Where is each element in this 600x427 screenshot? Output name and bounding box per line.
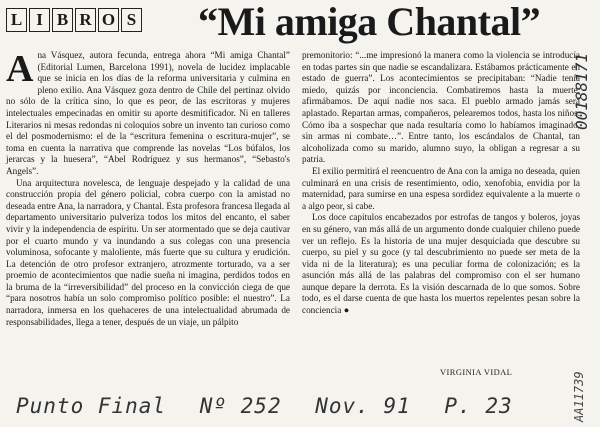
source-name: Punto Final <box>16 394 167 418</box>
section-letter: B <box>52 8 73 32</box>
handwritten-source-note <box>16 394 533 418</box>
article-headline: “Mi amiga Chantal” <box>198 0 541 44</box>
drop-cap: A <box>6 48 34 90</box>
left-column <box>6 50 290 328</box>
paragraph: Una arquitectura novelesca, de lenguaje despejado y la calidad de una construcción propia del género policial, cobra cuerpo con la amistad no deseada entre Ana, la narradora, y Chantal. Esta profesora francesa llegada al departamento universitario pulveriza todos los mitos del encanto, el saber vivir y la independencia de espíritu. Un ser atormentado que se deja cautivar por el cuarto mundo y va inundando a sus colegas con una presencia voluminosa, sofocante y maloliente, más fuerte que su cultura y erudición. La detención de otro profesor extranjero, atrozmente torturado, va a ser proemio de acontecimientos que nadie sueña ni imagina, perdidos todos en la bruma de la “irreversibilidad” del proceso en la convicción ciega de que “para nosotros había un solo compromiso político posible: el nuestro”. La narradora, inmersa en los quehaceres de una intelectualidad abrumada de responsabilidades, llega a tener, después de un viaje, un pálpito <box>6 177 290 327</box>
paragraph: premonitorio: “...me impresionó la manera como la violencia se introducía en todas partes sin que nadie se escandalizara. Estábamos prácticamente en estado de guerra”. Los acontecimientos se precipitaban: “Nadie tenía miedo, quizás por inconciencia. Combatiremos hasta la muerte, afirmábamos. De aquí nadie nos saca. El pueblo armado jamás será aplastado. Repartan armas, compañeros, pelearemos todos, hasta los niños. Cómo iba a sospechar que nada resultaría como lo habíamos imaginado, sin armas ni combate…”. Entre tanto, los escándalos de Chantal, tan alcoholizada como su marido, alumno suyo, la obligan a regresar a su patria. <box>302 50 580 165</box>
section-letter: S <box>121 8 142 32</box>
author-byline: VIRGINIA VIDAL <box>440 367 513 377</box>
section-letter: L <box>6 8 27 32</box>
paragraph: Ana Vásquez, autora fecunda, entrega ahora “Mi amiga Chantal” (Editorial Lumen, Barcelona 1991), novela de lucidez implacable que se inicia en los días de la reforma universitaria y culmina en pleno exilio. Ana Vásquez goza dentro de Chile del pertinaz olvido no sólo de la crítica sino, lo que es peor, de las escritoras y mujeres intelectuales empecinadas en omitir su aporte desmitificador. Ni en talleres Literarios ni mesas redondas ni coloquios sobre un invento tan curioso como el del posmodernismo: el de la “escritura femenina o escritura-mujer”, se toma en cuenta la narrativa que comprende las novelas “Los búfalos, los jerarcas y la huesera”, “Abel Rodríguez y sus hermanos”, “Sebasto's Angels”. <box>6 48 290 176</box>
issue-number: Nº 252 <box>199 394 282 418</box>
page-number: P. 23 <box>444 394 513 418</box>
paragraph: El exilio permitirá el reencuentro de Ana con la amiga no deseada, quien culminará en una crisis de resentimiento, odio, xenofobia, envidia por la maternidad, para sumirse en una espesa sordidez equivalente a la muerte o a algo peor, si cabe. <box>302 165 580 211</box>
archive-code: 00188171 <box>572 52 591 130</box>
paragraph: Los doce capítulos encabezados por estrofas de tangos y boleros, joyas en su género, van más allá de un argumento donde cualquier chileno puede ver un reflejo. Es la historia de una mujer desquiciada que descubre su cuerpo, su piel y su goce (y tal descubrimiento no puede ser meta de la vida ni de la literatura); es una peculiar forma de colonización; es la asunción más allá de las palabras del compromiso con el ser humano aunque depare la derrota. Es la visión descarnada de lo que somos. Sobre todo, es el darse cuenta de que hasta los muertos repelentes pesan sobre la conciencia ● <box>302 212 580 316</box>
right-column <box>302 50 580 317</box>
archive-code-secondary: AA11739 <box>572 371 586 422</box>
section-letter: R <box>75 8 96 32</box>
issue-date: Nov. 91 <box>315 394 411 418</box>
section-tag-libros <box>6 8 142 34</box>
section-letter: I <box>29 8 50 32</box>
section-letter: O <box>98 8 119 32</box>
